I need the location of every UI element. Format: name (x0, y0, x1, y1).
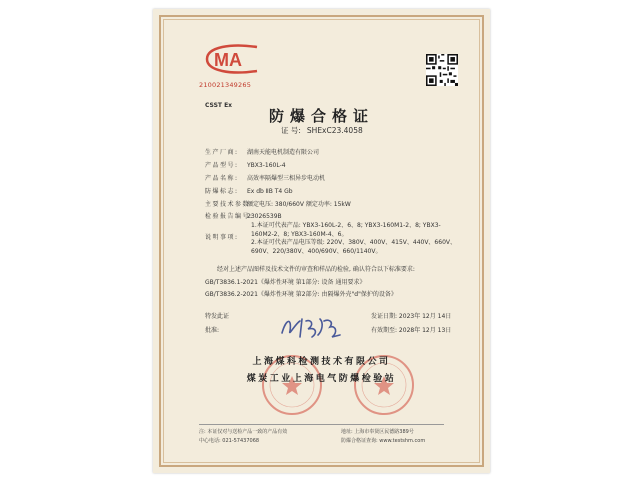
field-report-no (205, 211, 282, 220)
cert-no-value: SHExC23.4058 (306, 126, 363, 135)
field-manufacturer (205, 147, 319, 156)
footer-phone: 中心电话: 021-57437068 (199, 438, 260, 444)
note-line: 690V、220/380V、400/690V、660/1140V。 (251, 247, 382, 255)
field-value: YBX3-160L-4 (247, 162, 286, 169)
note-line: 2.本证可代表产品电压等级: 220V、380V、400V、415V、440V、660V、 (251, 239, 456, 246)
notes-label: 说明事项: (205, 234, 239, 241)
certificate-paper (153, 9, 490, 473)
field-label: 生产厂商: (205, 149, 239, 156)
page-title: 防爆合格证 (268, 107, 374, 125)
certificate-number (281, 125, 363, 136)
issuer-name: 上海煤科检测技术有限公司 (252, 357, 391, 367)
issuer-station: 煤炭工业上海电气防爆检验站 (246, 374, 397, 384)
field-value: 高效率隔爆型三相异步电动机 (247, 175, 326, 182)
field-value: 23026539B (247, 213, 282, 220)
standard-item: GB/T3836.2-2021《爆炸性环境 第2部分: 由隔爆外壳"d"保护的设备》 (205, 291, 397, 298)
footer-divider (199, 424, 444, 425)
footer-query: 防爆合格证查询: www.testshm.com (341, 438, 426, 444)
approve-label: 批准: (205, 327, 220, 334)
special-label: 特发此证 (205, 313, 230, 320)
field-ex-mark (205, 186, 293, 195)
field-label: 防爆标志: (205, 188, 239, 195)
svg-text:MA: MA (214, 50, 242, 70)
compliance-statement: 经对上述产品图样及技术文件的审查和样品的检验, 确认符合以下标准要求: (217, 266, 415, 273)
signature (276, 311, 346, 343)
field-label: 产品型号: (205, 162, 239, 169)
field-label: 产品名称: (205, 175, 239, 182)
field-parameters (205, 199, 351, 208)
note-line: 160M2-2、8; YBX3-160M-4、6。 (251, 230, 348, 238)
valid-date: 有效期至: 2028年 12月 13日 (371, 327, 452, 334)
field-label: 主要技术参数: (205, 201, 254, 208)
csst-mark: CSST Ex (205, 102, 233, 109)
field-model (205, 160, 286, 169)
field-product-name (205, 173, 325, 182)
standard-item: GB/T3836.1-2021《爆炸性环境 第1部分: 设备 通用要求》 (205, 279, 366, 286)
cma-logo (203, 41, 261, 77)
field-value: 湖南天能电机制造有限公司 (247, 149, 320, 156)
footer-address: 地址: 上海市奉贤区民德路389号 (341, 429, 414, 435)
cert-no-label: 证 号: (281, 126, 301, 135)
footer-note: 注: 本证仅对与送检产品一致的产品有效 (199, 429, 288, 435)
qr-code-icon (426, 54, 458, 86)
issue-date: 发证日期: 2023年 12月 14日 (371, 313, 452, 320)
field-value: Ex db ⅡB T4 Gb (247, 188, 293, 195)
field-label: 检验报告编号: (205, 213, 254, 220)
cma-code: 210021349265 (199, 81, 252, 89)
field-value: 额定电压: 380/660V 额定功率: 15kW (247, 201, 351, 208)
note-line: 1.本证可代表产品: YBX3-160L-2、6、8; YBX3-160M1-2、8; YBX3- (251, 222, 441, 229)
